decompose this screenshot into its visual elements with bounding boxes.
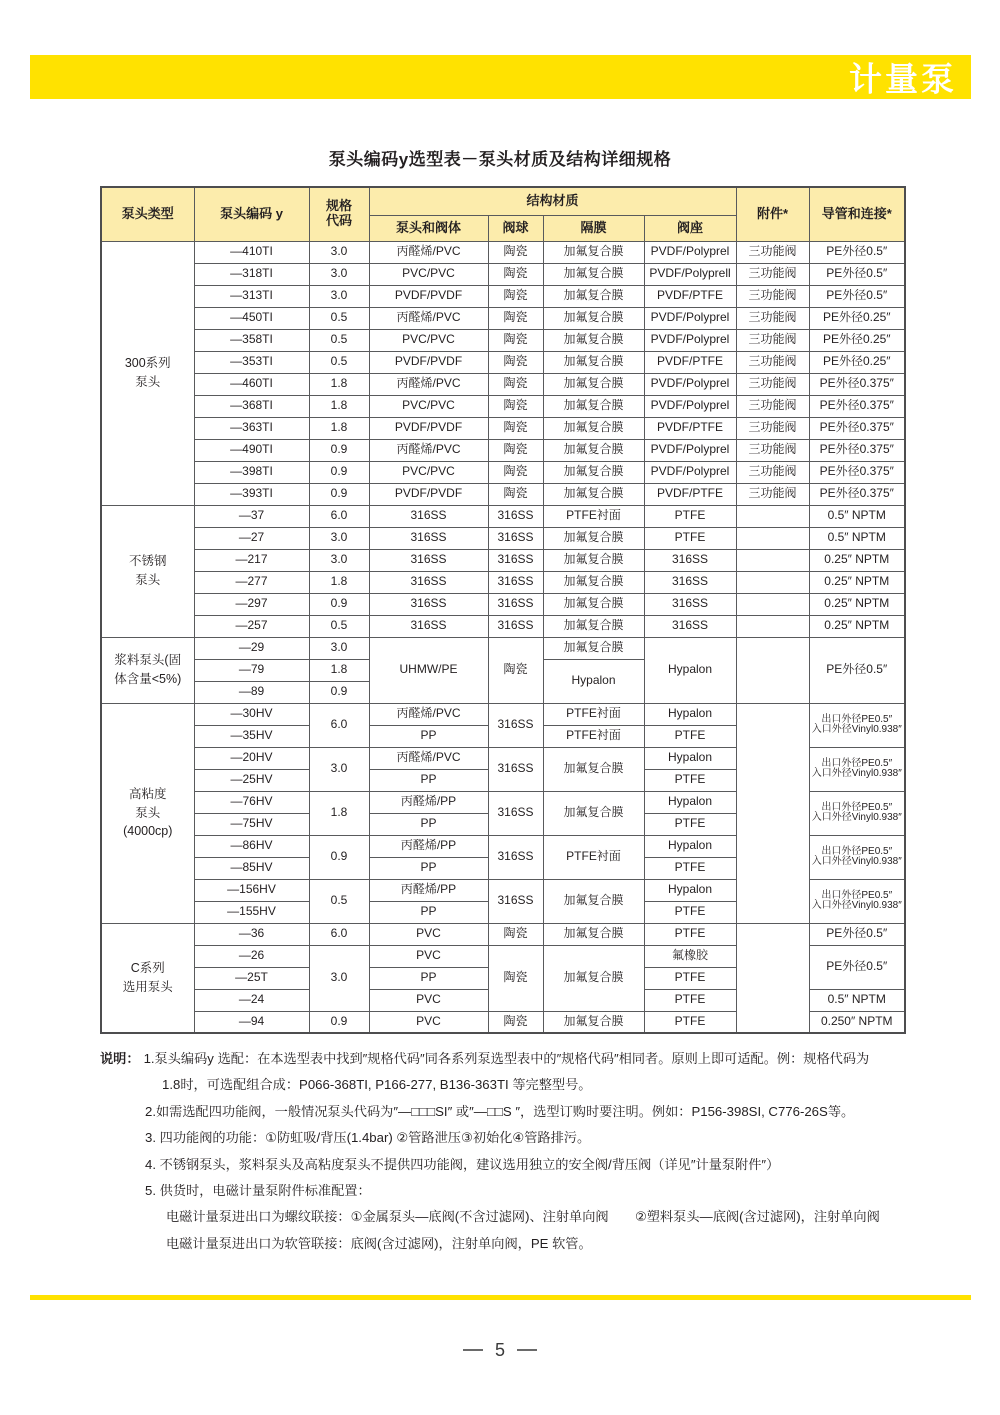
table-cell: —29 (194, 637, 309, 659)
table-row (101, 417, 905, 439)
table-row (101, 549, 905, 571)
table-cell: 0.25″ NPTM (809, 571, 905, 593)
pump-type-cell: 不锈钢 泵头 (101, 505, 194, 637)
table-cell: —297 (194, 593, 309, 615)
top-banner (30, 55, 971, 99)
table-cell: —79 (194, 659, 309, 681)
table-cell: 0.5 (309, 879, 369, 923)
table-row (101, 439, 905, 461)
table-cell: PE外径0.375″ (809, 373, 905, 395)
table-cell: 0.5 (309, 351, 369, 373)
table-cell: PE外径0.5″ (809, 637, 905, 703)
table-cell: 316SS (488, 615, 543, 637)
table-cell: 陶瓷 (488, 637, 543, 703)
table-cell: 加氟复合膜 (543, 637, 644, 659)
header-spec-code: 规格 代码 (309, 187, 369, 241)
table-cell (736, 593, 809, 615)
table-cell: 丙醛烯/PP (369, 835, 488, 857)
table-cell: —25T (194, 967, 309, 989)
table-cell: PVC (369, 945, 488, 967)
table-cell: —25HV (194, 769, 309, 791)
table-cell: —358TI (194, 329, 309, 351)
table-cell: 丙醛烯/PVC (369, 373, 488, 395)
table-cell: 丙醛烯/PVC (369, 307, 488, 329)
table-cell: 316SS (488, 791, 543, 835)
table-cell: 0.9 (309, 461, 369, 483)
header-body-valve: 泵头和阀体 (369, 215, 488, 241)
table-cell: 出口外径PE0.5″ 入口外径Vinyl0.938″ (809, 791, 905, 835)
table-cell (736, 615, 809, 637)
table-cell: PTFE (644, 989, 736, 1011)
table-cell: PTFE (644, 857, 736, 879)
table-cell: PTFE (644, 769, 736, 791)
table-row (101, 263, 905, 285)
table-cell: 三功能阀 (736, 285, 809, 307)
table-cell: PTFE (644, 527, 736, 549)
table-cell: 316SS (488, 571, 543, 593)
table-cell: —89 (194, 681, 309, 703)
table-cell: 陶瓷 (488, 241, 543, 263)
table-cell: 316SS (369, 505, 488, 527)
table-cell: 陶瓷 (488, 307, 543, 329)
header-pump-code: 泵头编码 y (194, 187, 309, 241)
table-cell: Hypalon (644, 879, 736, 901)
table-cell (736, 637, 809, 703)
notes-section (100, 1046, 920, 1257)
table-cell: 1.8 (309, 395, 369, 417)
table-cell: 丙醛烯/PP (369, 791, 488, 813)
table-cell: PP (369, 857, 488, 879)
table-cell: PTFE衬面 (543, 505, 644, 527)
table-cell: 3.0 (309, 285, 369, 307)
table-cell: 加氟复合膜 (543, 417, 644, 439)
table-cell: 丙醛烯/PVC (369, 703, 488, 725)
page-number: 5 (494, 1340, 505, 1360)
table-cell: 316SS (369, 571, 488, 593)
table-cell: PE外径0.5″ (809, 241, 905, 263)
table-cell: —313TI (194, 285, 309, 307)
table-cell: 陶瓷 (488, 395, 543, 417)
table-cell: PE外径0.25″ (809, 329, 905, 351)
table-cell: Hypalon (644, 747, 736, 769)
table-cell: PVDF/Polyprel (644, 329, 736, 351)
table-cell: PVDF/PTFE (644, 417, 736, 439)
table-cell: PE外径0.25″ (809, 307, 905, 329)
table-cell: PTFE (644, 967, 736, 989)
note-line: 说明： 1.泵头编码y 选配：在本选型表中找到″规格代码″同各系列泵选型表中的″规格代码″相同者。原则上即可适配。例：规格代码为 (100, 1051, 870, 1066)
table-row (101, 285, 905, 307)
table-cell: PVDF/Polyprell (644, 263, 736, 285)
table-cell: 加氟复合膜 (543, 461, 644, 483)
table-row (101, 571, 905, 593)
pump-type-cell: 高粘度 泵头 (4000cp) (101, 703, 194, 923)
table-cell: Hypalon (644, 835, 736, 857)
table-cell: 出口外径PE0.5″ 入口外径Vinyl0.938″ (809, 703, 905, 747)
table-row (101, 395, 905, 417)
table-cell: 陶瓷 (488, 923, 543, 945)
note-line: 1.8时，可选配组合成：P066-368TI, P166-277, B136-363TI 等完整型号。 (162, 1077, 592, 1093)
table-cell: 丙醛烯/PVC (369, 439, 488, 461)
table-cell: —353TI (194, 351, 309, 373)
table-row (101, 483, 905, 505)
table-row (101, 461, 905, 483)
table-cell: 3.0 (309, 637, 369, 659)
table-cell: 三功能阀 (736, 351, 809, 373)
table-cell: 三功能阀 (736, 483, 809, 505)
table-cell: 陶瓷 (488, 373, 543, 395)
table-row (101, 373, 905, 395)
table-cell: 陶瓷 (488, 945, 543, 1011)
table-cell: —363TI (194, 417, 309, 439)
table-cell: PE外径0.5″ (809, 945, 905, 989)
table-cell: —156HV (194, 879, 309, 901)
table-cell: PTFE (644, 505, 736, 527)
table-cell: 0.5 (309, 615, 369, 637)
table-cell: PVDF/PVDF (369, 351, 488, 373)
table-cell: PP (369, 725, 488, 747)
table-cell: —20HV (194, 747, 309, 769)
table-cell: 加氟复合膜 (543, 395, 644, 417)
table-cell: PTFE (644, 901, 736, 923)
table-cell (736, 923, 809, 1033)
table-row (101, 241, 905, 263)
header-pump-type: 泵头类型 (101, 187, 194, 241)
table-cell: —318TI (194, 263, 309, 285)
spec-table-body (101, 241, 905, 1033)
table-cell: PTFE (644, 1011, 736, 1033)
table-cell: 0.25″ NPTM (809, 549, 905, 571)
table-cell: 陶瓷 (488, 285, 543, 307)
table-cell: 316SS (644, 593, 736, 615)
footer-rule (30, 1295, 971, 1300)
table-cell: PVDF/PVDF (369, 285, 488, 307)
table-cell: PVC/PVC (369, 461, 488, 483)
table-row (101, 527, 905, 549)
table-cell: 0.9 (309, 593, 369, 615)
table-cell: —30HV (194, 703, 309, 725)
table-cell: PVC/PVC (369, 263, 488, 285)
table-cell: —398TI (194, 461, 309, 483)
table-cell: 加氟复合膜 (543, 439, 644, 461)
table-row (101, 615, 905, 637)
note-line: 3. 四功能阀的功能：①防虹吸/背压(1.4bar) ②管路泄压③初始化④管路排污。 (145, 1130, 591, 1146)
table-cell: 陶瓷 (488, 263, 543, 285)
table-cell: 三功能阀 (736, 263, 809, 285)
table-cell: 加氟复合膜 (543, 263, 644, 285)
table-cell: 加氟复合膜 (543, 615, 644, 637)
table-cell: 加氟复合膜 (543, 549, 644, 571)
table-cell: 0.5 (309, 329, 369, 351)
table-cell: 陶瓷 (488, 439, 543, 461)
table-cell: 0.9 (309, 439, 369, 461)
table-cell: —86HV (194, 835, 309, 857)
table-cell: 6.0 (309, 923, 369, 945)
table-cell: 加氟复合膜 (543, 923, 644, 945)
table-cell: 加氟复合膜 (543, 1011, 644, 1033)
header-valve-seat: 阀座 (644, 215, 736, 241)
table-cell: 3.0 (309, 549, 369, 571)
table-cell: PVC (369, 989, 488, 1011)
table-cell: —24 (194, 989, 309, 1011)
table-row (101, 703, 905, 725)
table-cell: 1.8 (309, 373, 369, 395)
table-cell (736, 571, 809, 593)
table-cell: —155HV (194, 901, 309, 923)
table-cell: 三功能阀 (736, 461, 809, 483)
pump-type-cell: C系列 选用泵头 (101, 923, 194, 1033)
table-cell: PVC/PVC (369, 395, 488, 417)
table-cell: 0.5″ NPTM (809, 989, 905, 1011)
table-cell: 陶瓷 (488, 351, 543, 373)
table-cell: 加氟复合膜 (543, 483, 644, 505)
table-cell: PE外径0.375″ (809, 417, 905, 439)
table-cell: 加氟复合膜 (543, 791, 644, 835)
table-cell: 加氟复合膜 (543, 241, 644, 263)
table-cell: 陶瓷 (488, 483, 543, 505)
table-cell: Hypalon (644, 703, 736, 725)
table-cell: PP (369, 769, 488, 791)
table-cell: PVDF/PTFE (644, 483, 736, 505)
table-cell: PTFE衬面 (543, 835, 644, 879)
table-cell: 三功能阀 (736, 329, 809, 351)
table-cell: —94 (194, 1011, 309, 1033)
table-cell: 316SS (644, 571, 736, 593)
table-cell (736, 527, 809, 549)
table-cell: —76HV (194, 791, 309, 813)
page-number-dash (463, 1349, 483, 1351)
table-cell: 丙醛烯/PVC (369, 241, 488, 263)
table-cell: —217 (194, 549, 309, 571)
table-cell: 3.0 (309, 945, 369, 1011)
table-cell: PP (369, 901, 488, 923)
note-line: 电磁计量泵进出口为软管联接：底阀(含过滤网)，注射单向阀，PE 软管。 (166, 1235, 592, 1251)
table-cell: 氟橡胶 (644, 945, 736, 967)
table-cell: PVDF/Polyprel (644, 461, 736, 483)
table-cell: PE外径0.375″ (809, 483, 905, 505)
table-header (101, 187, 905, 241)
page-number-dash (517, 1349, 537, 1351)
table-cell: Hypalon (644, 637, 736, 703)
table-cell: 6.0 (309, 505, 369, 527)
table-cell: —85HV (194, 857, 309, 879)
table-cell: 三功能阀 (736, 307, 809, 329)
table-cell: 316SS (488, 747, 543, 791)
table-cell: PTFE (644, 813, 736, 835)
table-cell: 0.250″ NPTM (809, 1011, 905, 1033)
table-cell: 316SS (488, 527, 543, 549)
table-cell: 0.9 (309, 483, 369, 505)
page-number-block (0, 1340, 1000, 1361)
table-cell: 316SS (369, 615, 488, 637)
table-cell: Hypalon (644, 791, 736, 813)
table-cell: 丙醛烯/PP (369, 879, 488, 901)
header-accessory: 附件* (736, 187, 809, 241)
table-cell: PVDF/Polyprel (644, 307, 736, 329)
header-diaphragm: 隔膜 (543, 215, 644, 241)
table-cell: 出口外径PE0.5″ 入口外径Vinyl0.938″ (809, 835, 905, 879)
table-cell: —26 (194, 945, 309, 967)
note-line: 4. 不锈钢泵头，浆料泵头及高粘度泵头不提供四功能阀，建议选用独立的安全阀/背压阀（详见″计量泵附件″） (145, 1156, 780, 1172)
table-cell: PVDF/Polyprel (644, 241, 736, 263)
table-cell: PE外径0.25″ (809, 351, 905, 373)
table-cell: —450TI (194, 307, 309, 329)
table-cell: 出口外径PE0.5″ 入口外径Vinyl0.938″ (809, 747, 905, 791)
table-cell: PVC (369, 923, 488, 945)
table-row (101, 923, 905, 945)
table-row (101, 329, 905, 351)
table-cell: —410TI (194, 241, 309, 263)
table-cell: 6.0 (309, 703, 369, 747)
table-cell: PE外径0.5″ (809, 923, 905, 945)
table-cell: PTFE (644, 923, 736, 945)
table-cell: 0.9 (309, 1011, 369, 1033)
table-cell: 0.5″ NPTM (809, 505, 905, 527)
table-cell: 316SS (369, 527, 488, 549)
table-cell: —36 (194, 923, 309, 945)
table-cell: 1.8 (309, 791, 369, 835)
table-cell: 三功能阀 (736, 395, 809, 417)
table-cell: —393TI (194, 483, 309, 505)
table-cell: PE外径0.375″ (809, 395, 905, 417)
table-cell: PE外径0.5″ (809, 263, 905, 285)
table-cell: 加氟复合膜 (543, 593, 644, 615)
table-cell: 三功能阀 (736, 439, 809, 461)
table-cell: 加氟复合膜 (543, 285, 644, 307)
table-cell: PP (369, 967, 488, 989)
table-cell: 0.25″ NPTM (809, 593, 905, 615)
table-cell: UHMW/PE (369, 637, 488, 703)
table-cell: PVC (369, 1011, 488, 1033)
table-row (101, 637, 905, 659)
table-cell: 3.0 (309, 527, 369, 549)
table-cell: 加氟复合膜 (543, 373, 644, 395)
table-cell: 316SS (488, 703, 543, 747)
table-cell: 加氟复合膜 (543, 747, 644, 791)
table-cell: 1.8 (309, 659, 369, 681)
table-cell: 加氟复合膜 (543, 307, 644, 329)
table-cell: PTFE (644, 725, 736, 747)
table-row (101, 307, 905, 329)
table-cell: 1.8 (309, 571, 369, 593)
table-cell: 出口外径PE0.5″ 入口外径Vinyl0.938″ (809, 879, 905, 923)
table-cell: 316SS (488, 593, 543, 615)
table-cell: —27 (194, 527, 309, 549)
table-cell: —368TI (194, 395, 309, 417)
table-cell: PVDF/Polyprel (644, 373, 736, 395)
table-cell: PE外径0.375″ (809, 439, 905, 461)
table-cell: PVDF/Polyprel (644, 439, 736, 461)
note-line: 电磁计量泵进出口为螺纹联接：①金属泵头—底阀(不含过滤网)、注射单向阀 ②塑料泵头—底阀(含过滤网)，注射单向阀 (166, 1209, 880, 1225)
table-cell: PTFE衬面 (543, 725, 644, 747)
table-cell: PVC/PVC (369, 329, 488, 351)
table-cell: 加氟复合膜 (543, 329, 644, 351)
table-cell: 0.25″ NPTM (809, 615, 905, 637)
table-cell: 陶瓷 (488, 1011, 543, 1033)
page-title: 泵头编码y选型表－泵头材质及结构详细规格 (328, 150, 672, 169)
table-cell: 316SS (488, 505, 543, 527)
pump-head-spec-table (100, 186, 906, 1034)
table-cell: 316SS (488, 835, 543, 879)
table-cell: 0.9 (309, 835, 369, 879)
table-cell: 316SS (369, 549, 488, 571)
table-cell: PTFE衬面 (543, 703, 644, 725)
header-connection: 导管和连接* (809, 187, 905, 241)
table-cell: 三功能阀 (736, 417, 809, 439)
table-cell: PE外径0.5″ (809, 285, 905, 307)
table-cell: —460TI (194, 373, 309, 395)
pump-type-cell: 300系列 泵头 (101, 241, 194, 505)
table-row (101, 593, 905, 615)
table-cell: —35HV (194, 725, 309, 747)
table-cell: PP (369, 813, 488, 835)
table-cell: —37 (194, 505, 309, 527)
table-cell: 316SS (488, 549, 543, 571)
table-cell: —257 (194, 615, 309, 637)
table-cell: 三功能阀 (736, 241, 809, 263)
table-cell (736, 505, 809, 527)
table-cell: 3.0 (309, 241, 369, 263)
table-cell: 加氟复合膜 (543, 571, 644, 593)
header-structure-material: 结构材质 (369, 187, 736, 215)
table-cell: —490TI (194, 439, 309, 461)
table-cell (736, 549, 809, 571)
header-valve-ball: 阀球 (488, 215, 543, 241)
table-cell: 陶瓷 (488, 329, 543, 351)
table-cell: PVDF/PVDF (369, 483, 488, 505)
table-cell: —75HV (194, 813, 309, 835)
table-cell: 1.8 (309, 417, 369, 439)
table-cell: 陶瓷 (488, 417, 543, 439)
table-cell: 316SS (644, 549, 736, 571)
table-cell: —277 (194, 571, 309, 593)
table-cell: 316SS (644, 615, 736, 637)
table-cell: 陶瓷 (488, 461, 543, 483)
note-line: 2.如需选配四功能阀，一般情况泵头代码为″—□□□SI″ 或″—□□S ″，选型订购时要注明。例如：P156-398SI, C776-26S等。 (145, 1103, 855, 1119)
table-cell (736, 703, 809, 923)
table-cell: 0.5 (309, 307, 369, 329)
table-cell: 加氟复合膜 (543, 945, 644, 1011)
table-cell: 加氟复合膜 (543, 527, 644, 549)
table-row (101, 505, 905, 527)
table-cell: 316SS (488, 879, 543, 923)
table-cell: 加氟复合膜 (543, 351, 644, 373)
table-cell: 丙醛烯/PVC (369, 747, 488, 769)
notes-label: 说明： (100, 1051, 140, 1066)
table-cell: PVDF/PTFE (644, 285, 736, 307)
table-row (101, 351, 905, 373)
table-cell: 0.9 (309, 681, 369, 703)
banner-title: 计量泵 (849, 60, 957, 98)
table-cell: PE外径0.375″ (809, 461, 905, 483)
table-cell: 316SS (369, 593, 488, 615)
table-cell: 3.0 (309, 263, 369, 285)
pump-type-cell: 浆料泵头(固 体含量<5%) (101, 637, 194, 703)
table-cell: PVDF/PTFE (644, 351, 736, 373)
table-cell: PVDF/Polyprel (644, 395, 736, 417)
table-cell: Hypalon (543, 659, 644, 703)
table-cell: 3.0 (309, 747, 369, 791)
table-cell: 三功能阀 (736, 373, 809, 395)
table-cell: PVDF/PVDF (369, 417, 488, 439)
note-line: 5. 供货时，电磁计量泵附件标准配置： (145, 1183, 371, 1199)
table-cell: 0.5″ NPTM (809, 527, 905, 549)
table-cell: 加氟复合膜 (543, 879, 644, 923)
